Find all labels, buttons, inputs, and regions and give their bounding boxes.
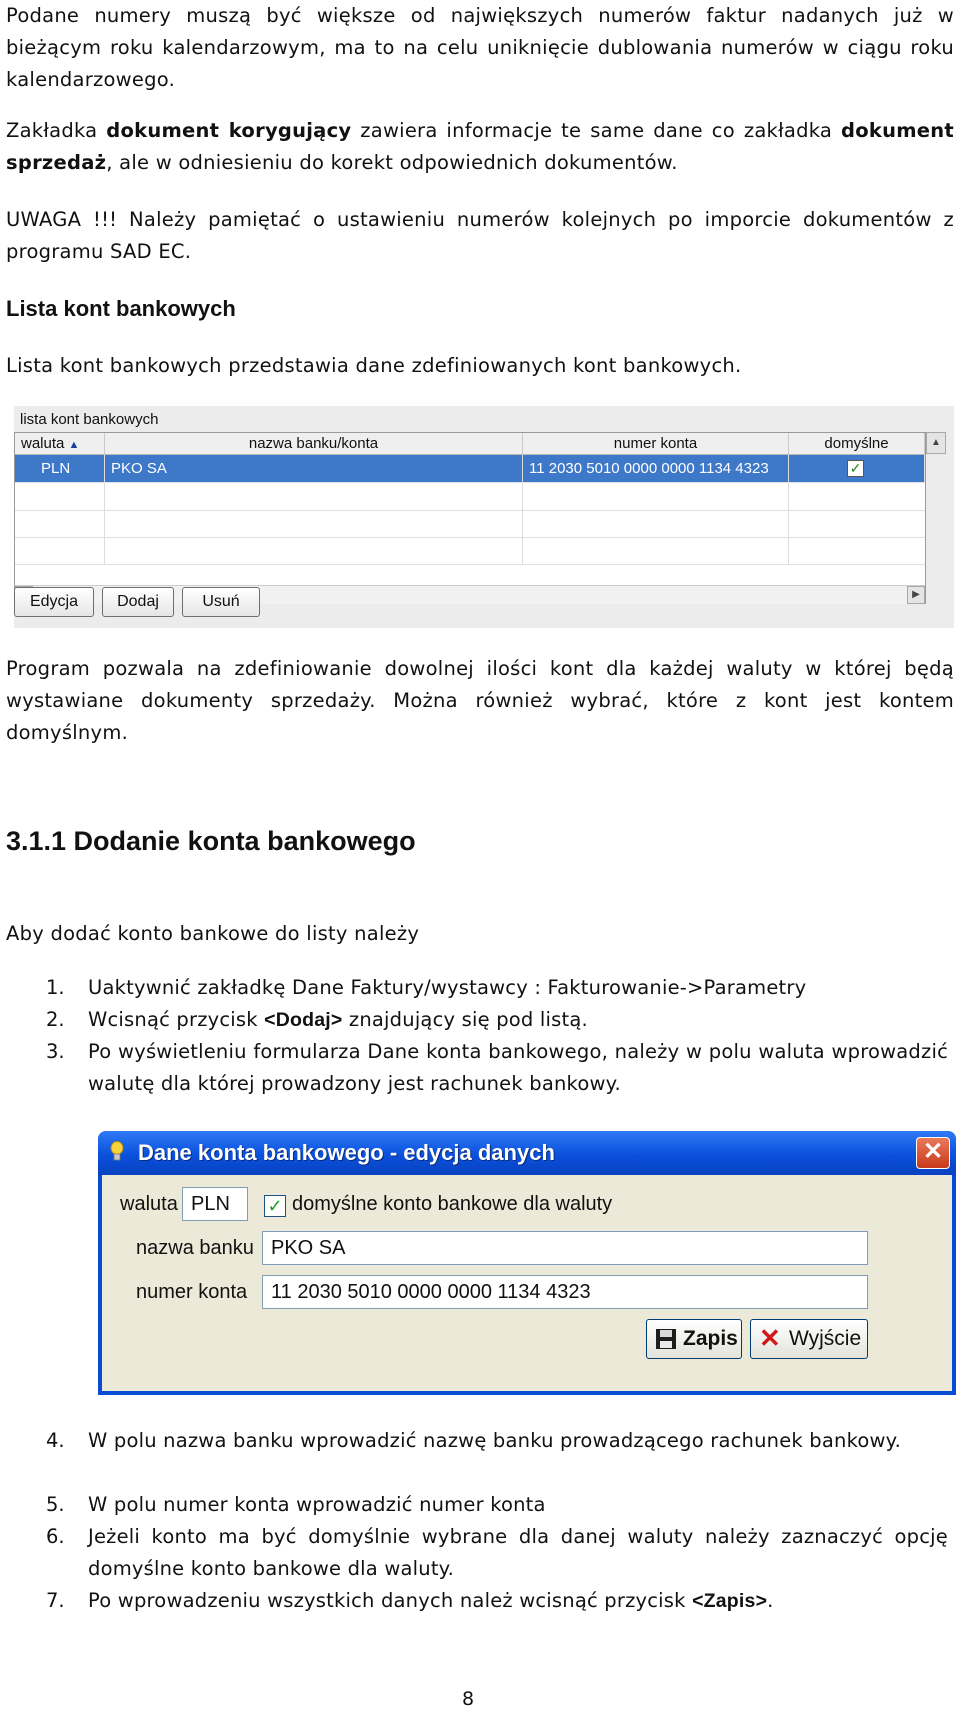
dialog-body bbox=[102, 1175, 952, 1391]
dialog-title: Dane konta bankowego - edycja danych bbox=[138, 1140, 555, 1165]
step-number: 4. bbox=[46, 1429, 65, 1452]
bank-list-panel bbox=[14, 406, 954, 628]
column-header-default[interactable]: domyślne bbox=[789, 433, 925, 455]
edit-button[interactable]: Edycja bbox=[14, 587, 94, 617]
table-row-empty bbox=[15, 537, 925, 565]
panel-title: lista kont bankowych bbox=[20, 411, 159, 428]
bank-account-dialog bbox=[98, 1131, 956, 1395]
scroll-up-icon[interactable]: ▲ bbox=[926, 432, 946, 454]
step-text bbox=[88, 1585, 948, 1617]
exit-label: Wyjście bbox=[789, 1327, 862, 1350]
text: Po wprowadzeniu wszystkich danych należ wcisnąć przycisk bbox=[88, 1589, 693, 1612]
step-text: Po wyświetleniu formularza Dane konta bankowego, należy w polu waluta wprowadzić walutę dla której prowadzony jest rachunek bankowy. bbox=[88, 1040, 948, 1095]
cell-currency: PLN bbox=[15, 455, 105, 482]
column-label: waluta bbox=[21, 435, 65, 452]
default-account-checkbox[interactable]: ✓ bbox=[264, 1195, 286, 1217]
lightbulb-icon bbox=[110, 1141, 124, 1163]
bank-name-input[interactable]: PKO SA bbox=[262, 1231, 868, 1265]
text: Zakładka bbox=[6, 119, 107, 142]
step-text: Jeżeli konto ma być domyślnie wybrane dla danej waluty należy zaznaczyć opcję domyślne konto bankowe dla waluty. bbox=[88, 1525, 948, 1580]
step-text: W polu numer konta wprowadzić numer konta bbox=[88, 1493, 546, 1516]
section-heading-bank-list: Lista kont bankowych bbox=[6, 296, 236, 321]
after-list-paragraph: Program pozwala na zdefiniowanie dowolnej ilości kont dla każdej waluty w której będą wystawiane dokumenty sprzedaży. Można również wybrać, które z kont jest kontem domyślnym. bbox=[6, 657, 954, 744]
bank-accounts-grid bbox=[14, 432, 926, 604]
step-text: W polu nazwa banku wprowadzić nazwę banku prowadzącego rachunek bankowy. bbox=[88, 1429, 902, 1452]
currency-input[interactable]: PLN bbox=[182, 1187, 248, 1221]
bold-term: <Zapis> bbox=[692, 1590, 768, 1612]
page-number: 8 bbox=[462, 1688, 475, 1710]
table-row[interactable] bbox=[15, 455, 925, 483]
floppy-disk-icon bbox=[655, 1328, 677, 1350]
close-icon[interactable]: ✕ bbox=[916, 1137, 950, 1169]
text: Wcisnąć przycisk bbox=[88, 1008, 265, 1031]
intro-paragraph-1: Podane numery muszą być większe od największych numerów faktur nadanych już w bieżącym roku kalendarzowym, ma to na celu uniknięcie dublowania numerów w ciągu roku kalendarzowego. bbox=[6, 4, 954, 91]
cell-empty bbox=[523, 483, 789, 510]
save-label: Zapis bbox=[683, 1327, 738, 1350]
cell-empty bbox=[15, 483, 105, 510]
text: zawiera informacje te same dane co zakładka bbox=[351, 119, 842, 142]
cell-bank-name: PKO SA bbox=[105, 455, 523, 482]
cell-empty bbox=[105, 510, 523, 537]
cell-account-number: 11 2030 5010 0000 0000 1134 4323 bbox=[523, 455, 789, 482]
step-number: 7. bbox=[46, 1589, 65, 1612]
column-header-currency[interactable] bbox=[15, 433, 105, 455]
text: , ale w odniesieniu do korekt odpowiednich dokumentów. bbox=[106, 151, 678, 174]
intro-paragraph-2 bbox=[6, 115, 954, 179]
bold-term: dokument sprzedaż bbox=[6, 119, 954, 174]
text: . bbox=[767, 1589, 774, 1612]
sort-ascending-icon: ▲ bbox=[68, 439, 80, 451]
bank-list-description: Lista kont bankowych przedstawia dane zdefiniowanych kont bankowych. bbox=[6, 354, 742, 377]
bold-term: <Dodaj> bbox=[264, 1009, 343, 1031]
add-intro: Aby dodać konto bankowe do listy należy bbox=[6, 922, 420, 945]
cell-empty bbox=[15, 510, 105, 537]
cell-empty bbox=[15, 537, 105, 564]
step-number: 6. bbox=[46, 1525, 65, 1548]
save-button[interactable] bbox=[646, 1319, 742, 1359]
step-number: 1. bbox=[46, 976, 65, 999]
default-account-label: domyślne konto bankowe dla waluty bbox=[292, 1193, 613, 1215]
cell-empty bbox=[523, 510, 789, 537]
column-header-bank-name[interactable]: nazwa banku/konta bbox=[105, 433, 523, 455]
step-text: Uaktywnić zakładkę Dane Faktury/wystawcy : Fakturowanie->Parametry bbox=[88, 976, 807, 999]
cell-empty bbox=[523, 537, 789, 564]
account-number-label: numer konta bbox=[136, 1281, 248, 1303]
add-button[interactable]: Dodaj bbox=[102, 587, 174, 617]
text: znajdujący się pod listą. bbox=[342, 1008, 588, 1031]
warning-paragraph: UWAGA !!! Należy pamiętać o ustawieniu numerów kolejnych po imporcie dokumentów z programu SAD EC. bbox=[6, 208, 954, 263]
cell-empty bbox=[105, 483, 523, 510]
step-number: 2. bbox=[46, 1008, 65, 1031]
cell-empty bbox=[105, 537, 523, 564]
exit-button[interactable] bbox=[750, 1319, 868, 1359]
bank-name-label: nazwa banku bbox=[136, 1237, 254, 1259]
red-x-icon: ✕ bbox=[759, 1323, 781, 1353]
delete-button[interactable]: Usuń bbox=[182, 587, 260, 617]
default-checkbox[interactable]: ✓ bbox=[847, 460, 864, 477]
table-row-empty bbox=[15, 483, 925, 511]
step-text bbox=[88, 1004, 948, 1036]
table-row-empty bbox=[15, 510, 925, 538]
column-header-account-number[interactable]: numer konta bbox=[523, 433, 789, 455]
step-number: 3. bbox=[46, 1040, 65, 1063]
bold-term: dokument korygujący bbox=[106, 119, 352, 142]
cell-default bbox=[789, 455, 925, 482]
step-number: 5. bbox=[46, 1493, 65, 1516]
currency-label: waluta bbox=[120, 1193, 178, 1215]
section-heading-add-account: 3.1.1 Dodanie konta bankowego bbox=[6, 826, 416, 856]
scroll-right-icon[interactable]: ▶ bbox=[907, 586, 925, 604]
dialog-titlebar[interactable] bbox=[98, 1131, 956, 1175]
account-number-input[interactable]: 11 2030 5010 0000 0000 1134 4323 bbox=[262, 1275, 868, 1309]
